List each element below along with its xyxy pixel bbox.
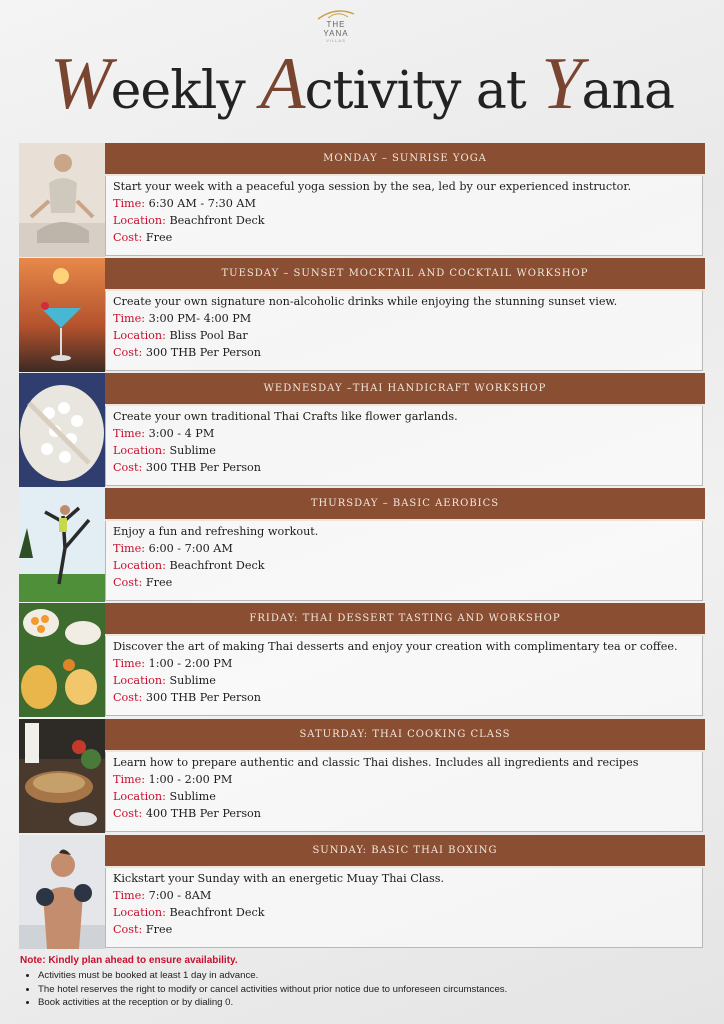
time-label: Time: (113, 312, 146, 325)
activity-description: Discover the art of making Thai desserts and enjoy your creation with complimentary tea or coffee. (113, 640, 678, 653)
activity-cost (113, 921, 702, 938)
cooking-photo (19, 719, 105, 833)
activity-heading: SATURDAY: THAI COOKING CLASS (105, 719, 705, 752)
activity-cost (113, 805, 702, 822)
activity-row-saturday (19, 719, 705, 833)
time-label: Time: (113, 889, 146, 902)
activity-time (113, 540, 702, 557)
time-label: Time: (113, 197, 146, 210)
location-label: Location: (113, 790, 166, 803)
activity-description: Create your own signature non-alcoholic drinks while enjoying the stunning sunset view. (113, 295, 618, 308)
cost-value: 400 THB Per Person (142, 807, 261, 820)
activity-row-wednesday (19, 373, 705, 487)
location-value: Sublime (165, 444, 216, 457)
time-value: 1:00 - 2:00 PM (145, 657, 233, 670)
logo-prefix: THE (326, 20, 346, 29)
location-value: Sublime (165, 790, 216, 803)
activity-row-thursday (19, 488, 705, 602)
cost-label: Cost: (113, 923, 143, 936)
activity-time (113, 655, 702, 672)
logo-tag: VILLAS (326, 38, 346, 43)
activity-description: Create your own traditional Thai Crafts like flower garlands. (113, 410, 458, 423)
location-label: Location: (113, 674, 166, 687)
cost-label: Cost: (113, 231, 143, 244)
activity-location (113, 327, 702, 344)
activity-time (113, 887, 702, 904)
time-value: 6:30 AM - 7:30 AM (145, 197, 256, 210)
location-label: Location: (113, 559, 166, 572)
activity-heading: THURSDAY – BASIC AEROBICS (105, 488, 705, 521)
activity-description: Start your week with a peaceful yoga session by the sea, led by our experienced instructor. (113, 180, 632, 193)
activity-cost (113, 689, 702, 706)
activity-heading: WEDNESDAY –THAI HANDICRAFT WORKSHOP (105, 373, 705, 406)
activity-time (113, 771, 702, 788)
activity-location (113, 212, 702, 229)
activity-heading: MONDAY – SUNRISE YOGA (105, 143, 705, 176)
activity-row-sunday (19, 835, 705, 949)
title-initial-y: Y (541, 43, 582, 125)
time-value: 3:00 PM- 4:00 PM (145, 312, 252, 325)
activity-row-monday (19, 143, 705, 257)
activity-details (105, 752, 703, 832)
yoga-photo (19, 143, 105, 257)
cost-value: Free (142, 923, 173, 936)
handicraft-photo (19, 373, 105, 487)
activity-time (113, 425, 702, 442)
activity-location (113, 672, 702, 689)
location-value: Beachfront Deck (165, 906, 265, 919)
time-label: Time: (113, 657, 146, 670)
time-label: Time: (113, 427, 146, 440)
cost-label: Cost: (113, 346, 143, 359)
activity-cost (113, 229, 702, 246)
time-label: Time: (113, 542, 146, 555)
cost-value: 300 THB Per Person (142, 461, 261, 474)
activity-location (113, 788, 702, 805)
activity-details (105, 291, 703, 371)
location-value: Beachfront Deck (165, 559, 265, 572)
time-value: 1:00 - 2:00 PM (145, 773, 233, 786)
activity-description: Enjoy a fun and refreshing workout. (113, 525, 319, 538)
activity-cost (113, 574, 702, 591)
activity-details (105, 406, 703, 486)
title-part-1: eekly (110, 61, 261, 121)
title-part-3: ana (581, 61, 674, 121)
activity-location (113, 557, 702, 574)
title-initial-w: W (50, 43, 111, 125)
location-label: Location: (113, 444, 166, 457)
activity-details (105, 176, 703, 256)
location-value: Beachfront Deck (165, 214, 265, 227)
activity-details (105, 868, 703, 948)
activity-row-friday (19, 603, 705, 717)
activity-time (113, 310, 702, 327)
cost-label: Cost: (113, 461, 143, 474)
booking-note (20, 955, 710, 1010)
activity-row-tuesday (19, 258, 705, 372)
note-item: • The hotel reserves the right to modify or cancel activities without prior notice due to unforeseen circumstances. (38, 983, 710, 997)
location-label: Location: (113, 214, 166, 227)
cost-label: Cost: (113, 576, 143, 589)
cost-value: Free (142, 231, 173, 244)
cost-value: 300 THB Per Person (142, 346, 261, 359)
cost-label: Cost: (113, 807, 143, 820)
time-value: 6:00 - 7:00 AM (145, 542, 233, 555)
activity-details (105, 636, 703, 716)
logo-name: YANA (323, 29, 349, 38)
note-title: Note: Kindly plan ahead to ensure availability. (20, 955, 238, 966)
activity-heading: FRIDAY: THAI DESSERT TASTING AND WORKSHOP (105, 603, 705, 636)
activity-heading: SUNDAY: BASIC THAI BOXING (105, 835, 705, 868)
cocktail-photo (19, 258, 105, 372)
title-part-2: ctivity at (304, 61, 542, 121)
page-title (0, 42, 724, 127)
aerobics-photo (19, 488, 105, 602)
title-initial-a: A (260, 43, 305, 125)
note-item: • Book activities at the reception or by dialing 0. (38, 996, 710, 1010)
activity-time (113, 195, 702, 212)
activity-description: Kickstart your Sunday with an energetic Muay Thai Class. (113, 872, 445, 885)
activity-cost (113, 459, 702, 476)
location-value: Bliss Pool Bar (165, 329, 248, 342)
location-value: Sublime (165, 674, 216, 687)
dessert-photo (19, 603, 105, 717)
cost-value: 300 THB Per Person (142, 691, 261, 704)
time-value: 3:00 - 4 PM (145, 427, 215, 440)
activity-cost (113, 344, 702, 361)
location-label: Location: (113, 329, 166, 342)
logo-mark-icon (316, 8, 356, 20)
activity-heading: TUESDAY – SUNSET MOCKTAIL AND COCKTAIL WORKSHOP (105, 258, 705, 291)
cost-label: Cost: (113, 691, 143, 704)
activity-description: Learn how to prepare authentic and classic Thai dishes. Includes all ingredients and recipes (113, 756, 639, 769)
note-list (20, 969, 710, 1010)
cost-value: Free (142, 576, 173, 589)
activity-location (113, 442, 702, 459)
activity-location (113, 904, 702, 921)
note-item: • Activities must be booked at least 1 day in advance. (38, 969, 710, 983)
activity-details (105, 521, 703, 601)
time-label: Time: (113, 773, 146, 786)
time-value: 7:00 - 8AM (145, 889, 212, 902)
yana-villas-logo (306, 8, 366, 43)
boxing-photo (19, 835, 105, 949)
location-label: Location: (113, 906, 166, 919)
